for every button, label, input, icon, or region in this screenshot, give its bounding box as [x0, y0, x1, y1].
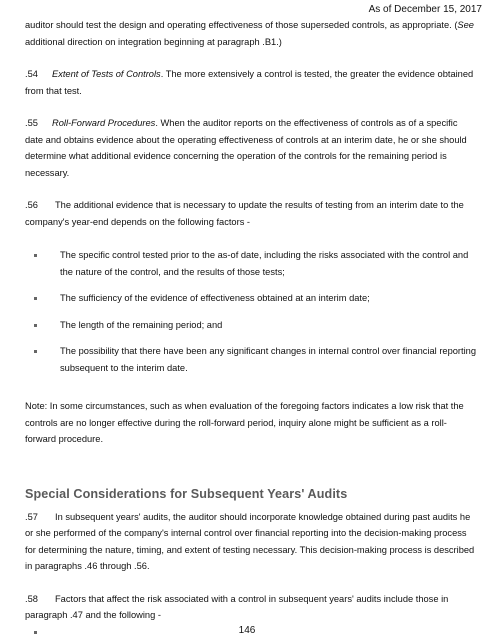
paragraph-text: Factors that affect the risk associated with a control in subsequent years' audits include those in paragraph .47 and the following - — [25, 593, 449, 620]
paragraph-text: The additional evidence that is necessary to update the results of testing from an interim date to the company's year-end depends on the following factors - — [25, 200, 464, 227]
list-item: The length of the remaining period; and — [25, 317, 477, 334]
bullet-icon — [34, 350, 37, 353]
see-reference: See — [457, 20, 474, 30]
paragraph-number: .58 — [25, 593, 38, 604]
continued-text-a: auditor should test the design and operating effectiveness of those superseded controls, as appropriate. ( — [25, 20, 458, 30]
page-number: 146 — [238, 625, 256, 636]
paragraph-text: In subsequent years' audits, the auditor should incorporate knowledge obtained during past audits he or she performed of the company's internal control over financial reporting into the decision-making process for determining the nature, timing, and extent of testing necessary. This decision-making process is described in paragraphs .46 through .56. — [25, 511, 475, 571]
bullet-icon — [34, 254, 37, 257]
document-body — [25, 17, 477, 624]
factor-list — [25, 247, 477, 376]
paragraph-text: . When the auditor reports on the effectiveness of controls as of a specific date and obtains evidence about the operating effectiveness of controls at an interim date, he or she should determine what additional evidence concerning the operation of the controls for the remaining period is necessary. — [25, 118, 467, 178]
paragraph-number: .56 — [25, 200, 38, 210]
note-paragraph: Note: In some circumstances, such as when evaluation of the foregoing factors indicates a low risk that the controls are no longer effective during the roll-forward period, inquiry alone might be sufficient as a roll-forward procedure. — [25, 401, 464, 444]
bullet-icon — [34, 297, 37, 300]
bullet-icon — [34, 324, 37, 327]
continued-text-b: additional direction on integration beginning at paragraph .B1.) — [25, 36, 282, 47]
paragraph-number: .54 — [25, 69, 38, 79]
paragraph-number: .57 — [25, 511, 38, 522]
paragraph-text: . The more extensively a control is tested, the greater the evidence obtained from that test. — [25, 69, 474, 96]
header-date: As of December 15, 2017 — [368, 4, 482, 15]
list-item: The sufficiency of the evidence of effectiveness obtained at an interim date; — [25, 290, 477, 307]
paragraph-number: .55 — [25, 118, 38, 128]
continued-paragraph — [25, 17, 477, 50]
paragraph-54 — [25, 66, 477, 99]
paragraph-56 — [25, 197, 477, 230]
paragraph-57 — [25, 509, 477, 575]
paragraph-title: Extent of Tests of Controls — [52, 69, 161, 79]
list-item: The possibility that there have been any significant changes in internal control over financial reporting subsequent to the interim date. — [25, 343, 477, 376]
paragraph-58 — [25, 591, 477, 624]
section-heading: Special Considerations for Subsequent Years' Audits — [25, 486, 348, 501]
paragraph-title: Roll-Forward Procedures — [52, 118, 156, 128]
paragraph-55 — [25, 115, 477, 181]
list-item: The specific control tested prior to the as-of date, including the risks associated with the control and the nature of the control, and the results of those tests; — [25, 247, 477, 280]
